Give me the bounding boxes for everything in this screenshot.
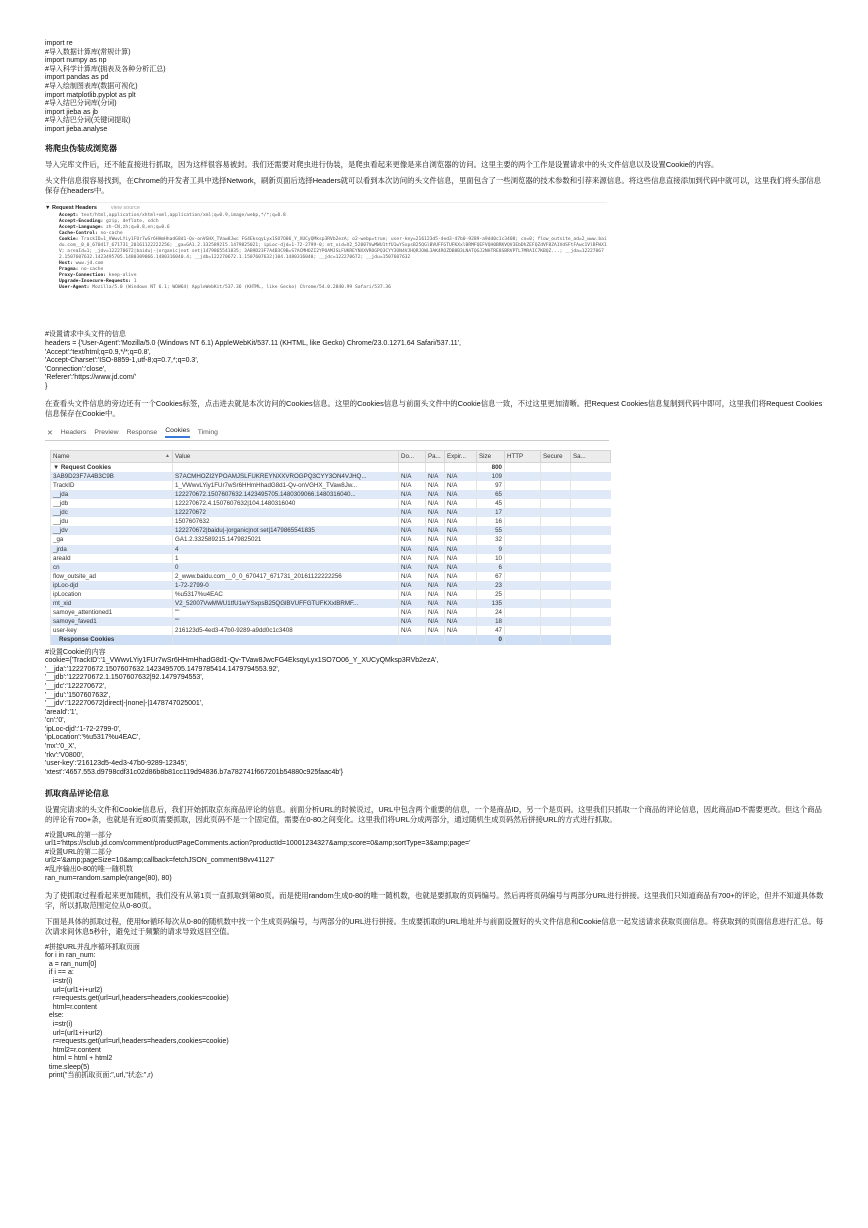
- tab-cookies[interactable]: Cookies: [165, 427, 190, 438]
- header-row-pragma: Pragma: no-cache: [59, 267, 104, 273]
- cookie-cell-p: N/A: [426, 563, 445, 572]
- cookie-cell-name: _ga: [51, 535, 173, 544]
- cookie-cell-name: cn: [51, 563, 173, 572]
- devtools-cookies-panel: [45, 426, 609, 645]
- tab-response[interactable]: Response: [126, 429, 158, 437]
- cookie-cell-d: N/A: [399, 626, 426, 635]
- cookie-cell-p: N/A: [426, 572, 445, 581]
- cookie-cell-empty: [541, 545, 571, 554]
- cookie-cell-d: N/A: [399, 508, 426, 517]
- cookie-cell-name: user-key: [51, 626, 173, 635]
- cookie-cell-name: TrackID: [51, 481, 173, 490]
- cookie-row[interactable]: [51, 481, 611, 490]
- cookie-cell-name: samoye_attentioned1: [51, 608, 173, 617]
- cookie-cell-empty: [505, 526, 541, 535]
- cookie-cell-value: 122270672.1507607632.1423495705.1480309066.1480316040...: [173, 490, 399, 499]
- cookie-cell-empty: [505, 626, 541, 635]
- cookie-cell-d: N/A: [399, 599, 426, 608]
- cookie-cell-empty: [571, 481, 611, 490]
- cookie-cell-p: N/A: [426, 535, 445, 544]
- cookie-cell-empty: [571, 499, 611, 508]
- cookie-cell-e: N/A: [445, 490, 477, 499]
- cookie-cell-value: 0: [173, 563, 399, 572]
- cookie-cell-empty: [505, 554, 541, 563]
- header-row-cookie: Cookie: TrackID=1_VWwvLYiy1FUr7wSr6HHmHhadG8d1-Qv-onVGHX_TVaw8Jwc FG4EksqyLyx1SO7O06_Y_XUCyQMksp3RVb2ezA; o2-webp=true; user-key=216123d5-4ed3-47b0-9289-a9dd0c1c3408; cn=0; flow_outsite_ad=2_www.baidu.com__0_0_670417_671731_20161122222256; _ga=GA1.2.332589215.1479825021; ipLoc-djd=1-72-2799-0; mt_xid=V2_52007VwMWU1tfU1wYSxpsB25QGlBVUFFGTUFKXxlBRMFQEFVQH0BRKVQV3EbDhZEFQZdVF8ZA1VdSFtFAwc1VlBFWX1V; areaId=1; _jdv=122270672|baidu|-|organic|not set|1479865541835; 3AB9D23F7A4B3C9B=S7ACMHOZI2YPOAMJSLFUKREYNXXVROGPQ3CYY3ON4VJHQRJOWL3AK4ROZDB8B3LNATQGJ2NHTRE8SBRVPTL7MRAIC7KBQZ...; __jda=122270672.1507607632.1423495705.1480309066.1480316040.4; __jdb=122270672.1.1507607632|104.1480316040; __jdc=122270672; __jdu=1507607632: [59, 237, 607, 261]
- cookie-cell-e: N/A: [445, 526, 477, 535]
- header-row-language: Accept-Language: zh-CN,zh;q=0.8,en;q=0.6: [59, 225, 170, 231]
- col-path[interactable]: Pa...: [426, 450, 445, 462]
- cookie-cell-d: N/A: [399, 517, 426, 526]
- code-url: #设置URL的第一部分 url1='https://sclub.jd.com/comment/productPageComments.action?productId=10001234327&amp;score=0&amp;sortType=3&amp;page=' #设置URL的第二部分 url2='&amp;pageSize=10&amp;callback=fetchJSON_comment98vv41127' #乱序输出0-80的唯一随机数 ran_num=random.sample(range(80), 80): [45, 831, 471, 882]
- cookie-cell-e: N/A: [445, 617, 477, 626]
- cookie-row[interactable]: [51, 626, 611, 635]
- cookie-row[interactable]: [51, 545, 611, 554]
- cookie-cell-empty: [571, 508, 611, 517]
- cookie-cell-e: N/A: [445, 572, 477, 581]
- cookie-cell-s: 55: [477, 526, 505, 535]
- cookie-cell-e: N/A: [445, 590, 477, 599]
- cookie-cell-empty: [505, 581, 541, 590]
- cookie-cell-value: 122270672: [173, 508, 399, 517]
- close-icon[interactable]: ✕: [47, 429, 53, 437]
- cookie-row[interactable]: [51, 617, 611, 626]
- cookie-cell-p: N/A: [426, 590, 445, 599]
- cookie-cell-empty: [505, 508, 541, 517]
- cookie-cell-empty: [541, 590, 571, 599]
- heading-disguise-browser: 将爬虫伪装成浏览器: [45, 143, 117, 153]
- col-value[interactable]: Value: [173, 450, 399, 462]
- cookie-cell-p: N/A: [426, 626, 445, 635]
- cookie-cell-value: %u5317%u4EAC: [173, 590, 399, 599]
- cookie-row[interactable]: [51, 608, 611, 617]
- cookie-cell-value: S7ACMHOZI2YPOAMJSLFUKREYNXXVROGPQ3CYY3ON4VJHQ...: [173, 472, 399, 481]
- cookie-cell-value: 1_VWwvLYiy1FUr7wSr6HHmHhadG8d1-Qv-onVGHX_TVaw8Jw...: [173, 481, 399, 490]
- cookie-cell-empty: [505, 572, 541, 581]
- cookie-row[interactable]: [51, 526, 611, 535]
- cookie-cell-s: 67: [477, 572, 505, 581]
- para-scrape-intro: 设置完请求的头文件和Cookie信息后，我们开始抓取京东商品评论的信息。前面分析URL的时候说过，URL中包含两个重要的信息，一个是商品ID，另一个是页码。这里我们只抓取一个商品的评论信息，因此商品ID不需要更改。但这个商品的评论有700+条，也就是有近80页需要抓取，因此页码不是一个固定值，需要在0-80之间变化。这里我们将URL分成两部分，通过随机生成页码然后拼接URL的方式进行抓取。: [45, 805, 822, 825]
- cookie-cell-s: 47: [477, 626, 505, 635]
- cookie-cell-empty: [571, 545, 611, 554]
- cookie-cell-empty: [541, 572, 571, 581]
- cookie-cell-name: __jdu: [51, 517, 173, 526]
- header-row-encoding: Accept-Encoding: gzip, deflate, sdch: [59, 219, 159, 225]
- cookie-cell-d: N/A: [399, 472, 426, 481]
- cookie-cell-e: N/A: [445, 626, 477, 635]
- cookie-cell-empty: [571, 590, 611, 599]
- cookie-cell-empty: [505, 472, 541, 481]
- cookie-cell-d: N/A: [399, 526, 426, 535]
- cookie-cell-e: N/A: [445, 545, 477, 554]
- cookie-cell-s: 10: [477, 554, 505, 563]
- tab-preview[interactable]: Preview: [94, 429, 119, 437]
- cookie-cell-empty: [505, 517, 541, 526]
- cookie-cell-value: "": [173, 617, 399, 626]
- cookie-cell-empty: [541, 517, 571, 526]
- tab-headers[interactable]: Headers: [60, 429, 87, 437]
- cookie-cell-empty: [505, 499, 541, 508]
- cookie-cell-value: 2_www.baidu.com__0_0_670417_671731_20161122222256: [173, 572, 399, 581]
- cookie-row[interactable]: [51, 535, 611, 544]
- cookie-cell-value: GA1.2.332589215.1479825021: [173, 535, 399, 544]
- cookie-cell-d: N/A: [399, 581, 426, 590]
- cookie-cell-d: N/A: [399, 572, 426, 581]
- para-cookies-explain: 在查看头文件信息的旁边还有一个Cookies标签，点击进去就是本次访问的Cookies信息。这里的Cookies信息与前面头文件中的Cookie信息一致，不过这里更加清晰。把Request Cookies信息复制到代码中即可，这里我们将Request Cookies信息保存在Cookie中。: [45, 399, 823, 419]
- cookie-cell-empty: [571, 535, 611, 544]
- cookie-cell-empty: [505, 535, 541, 544]
- cookie-cell-name: flow_outsite_ad: [51, 572, 173, 581]
- cookie-cell-s: 23: [477, 581, 505, 590]
- group-response-cookies[interactable]: [51, 635, 611, 644]
- cookie-cell-p: N/A: [426, 490, 445, 499]
- cookie-cell-empty: [505, 481, 541, 490]
- cookie-cell-value: 4: [173, 545, 399, 554]
- cookie-cell-empty: [541, 554, 571, 563]
- cookie-cell-empty: [571, 617, 611, 626]
- cookie-cell-empty: [541, 581, 571, 590]
- cookie-cell-name: __jdb: [51, 499, 173, 508]
- cookie-cell-d: N/A: [399, 590, 426, 599]
- cookie-cell-d: N/A: [399, 608, 426, 617]
- cookie-cell-value: 1: [173, 554, 399, 563]
- cookie-cell-s: 109: [477, 472, 505, 481]
- cookie-cell-empty: [541, 617, 571, 626]
- cookie-cell-e: N/A: [445, 599, 477, 608]
- cookie-cell-empty: [541, 599, 571, 608]
- cookie-cell-name: samoye_faved1: [51, 617, 173, 626]
- cookie-cell-empty: [571, 599, 611, 608]
- cookie-cell-p: N/A: [426, 472, 445, 481]
- cookie-cell-e: N/A: [445, 499, 477, 508]
- header-row-upgrade: Upgrade-Insecure-Requests: 1: [59, 279, 137, 285]
- code-imports: import re #导入数据计算库(常规计算) import numpy as np #导入科学计算库(拥表及各种分析汇总) import pandas as pd #导入绘制图表库(数据可视化) import matplotlib.pyplot as plt #导入结巴分词库(分词) import jieba as jb #导入结巴分词(关键词提取) import jieba.analyse: [45, 40, 166, 133]
- cookie-cell-d: N/A: [399, 535, 426, 544]
- cookie-cell-s: 65: [477, 490, 505, 499]
- cookie-cell-empty: [541, 608, 571, 617]
- cookie-row[interactable]: [51, 472, 611, 481]
- cookie-cell-s: 45: [477, 499, 505, 508]
- cookie-row[interactable]: [51, 508, 611, 517]
- tab-timing[interactable]: Timing: [197, 429, 218, 437]
- cookie-row[interactable]: [51, 563, 611, 572]
- cookie-cell-p: N/A: [426, 554, 445, 563]
- cookie-cell-empty: [571, 554, 611, 563]
- cookie-cell-d: N/A: [399, 617, 426, 626]
- code-loop: #拼接URL并乱序循环抓取页面 for i in ran_num: a = ran_num[0] if i == a: i=str(i) url=(url1+i+url2) r=requests.get(url=url,headers=headers,cookies=cookie) html=r.content else: i=str(i) url=(url1+i+url2) r=requests.get(url=url,headers=headers,cookies=cookie) html2=r.content html = html + html2 time.sleep(5) print("当前抓取页面:",url,"状态:",r): [45, 943, 229, 1080]
- cookie-cell-empty: [505, 608, 541, 617]
- para-disguise-intro: 导入完库文件后，还不能直接进行抓取，因为这样很容易被封。我们还需要对爬虫进行伪装，是爬虫看起来更像是来自浏览器的访问。这里主要的两个工作是设置请求中的头文件信息以及设置Cookie的内容。: [45, 159, 719, 169]
- cookie-cell-name: __jda: [51, 490, 173, 499]
- cookie-row[interactable]: [51, 517, 611, 526]
- cookie-cell-e: N/A: [445, 563, 477, 572]
- cookie-cell-empty: [541, 499, 571, 508]
- cookie-cell-empty: [571, 472, 611, 481]
- cookie-cell-s: 97: [477, 481, 505, 490]
- header-row-proxy: Proxy-Connection: keep-alive: [59, 273, 137, 279]
- header-row-cache-control: Cache-Control: no-cache: [59, 231, 123, 237]
- cookie-cell-e: N/A: [445, 481, 477, 490]
- cookie-cell-empty: [541, 508, 571, 517]
- col-size[interactable]: Size: [477, 450, 505, 462]
- cookie-row[interactable]: [51, 490, 611, 499]
- cookie-cell-value: V2_52007VwMWU1tfU1wYSxpsB25QGlBVUFFGTUFKXxlBRMF...: [173, 599, 399, 608]
- para-loop-explain: 下面是具体的抓取过程，使用for循环每次从0-80的随机数中找一个生成页码编号，与两部分的URL进行拼接。生成要抓取的URL地址并与前面设置好的头文件信息和Cookie信息一起发送请求获取页面信息。将获取到的页面信息进行汇总。每次请求间休息5秒针，避免过于频繁的请求导致返回空值。: [45, 917, 824, 936]
- cookie-cell-e: N/A: [445, 517, 477, 526]
- cookie-cell-value: 216123d5-4ed3-47b0-9289-a9dd0c1c3408: [173, 626, 399, 635]
- group-request-cookies[interactable]: [51, 462, 611, 472]
- cookie-cell-name: ipLocation: [51, 590, 173, 599]
- cookie-cell-value: 122270672.4.1507607632|104.1480316040: [173, 499, 399, 508]
- cookie-cell-empty: [541, 472, 571, 481]
- para-headers-explain: 头文件信息很容易找到，在Chrome的开发者工具中选择Network，刷新页面后选择Headers就可以看到本次访问的头文件信息，里面包含了一些浏览器的技术参数和引荐来源信息。将这些信息直接添加到代码中就可以，这里我们将头部信息保存在headers中。: [45, 176, 822, 195]
- col-domain[interactable]: Do...: [399, 450, 426, 462]
- cookie-cell-value: 122270672|baidu|-|organic|not set|1479865541835: [173, 526, 399, 535]
- cookie-cell-empty: [571, 581, 611, 590]
- cookie-cell-empty: [571, 563, 611, 572]
- cookie-cell-s: 16: [477, 517, 505, 526]
- cookie-cell-empty: [541, 535, 571, 544]
- cookie-cell-p: N/A: [426, 508, 445, 517]
- header-row-accept: Accept: text/html,application/xhtml+xml,application/xml;q=0.9,image/webp,*/*;q=0.8: [59, 213, 286, 219]
- cookie-cell-name: __jdc: [51, 508, 173, 517]
- cookie-cell-s: 135: [477, 599, 505, 608]
- cookie-cell-value: 1-72-2799-0: [173, 581, 399, 590]
- cookie-cell-e: N/A: [445, 472, 477, 481]
- cookie-cell-empty: [571, 490, 611, 499]
- group-request-label: ▼ Request Cookies: [51, 462, 173, 472]
- cookie-cell-d: N/A: [399, 554, 426, 563]
- cookie-row[interactable]: [51, 599, 611, 608]
- sort-arrow-icon: ▲: [165, 452, 170, 459]
- cookie-cell-empty: [541, 526, 571, 535]
- cookie-cell-e: N/A: [445, 581, 477, 590]
- cookie-cell-p: N/A: [426, 517, 445, 526]
- cookie-cell-e: N/A: [445, 608, 477, 617]
- group-response-size: 0: [477, 635, 505, 644]
- cookie-cell-s: 24: [477, 608, 505, 617]
- cookie-cell-name: ipLoc-djd: [51, 581, 173, 590]
- cookie-cell-p: N/A: [426, 499, 445, 508]
- cookies-table: [50, 450, 611, 645]
- col-expires[interactable]: Expir...: [445, 450, 477, 462]
- request-headers-title: ▼ Request Headers view source: [45, 205, 140, 212]
- cookie-cell-empty: [505, 617, 541, 626]
- col-name[interactable]: Name ▲: [51, 450, 173, 462]
- cookie-row[interactable]: [51, 554, 611, 563]
- cookie-cell-p: N/A: [426, 617, 445, 626]
- cookie-cell-empty: [571, 626, 611, 635]
- cookie-cell-d: N/A: [399, 490, 426, 499]
- cookie-cell-d: N/A: [399, 499, 426, 508]
- cookie-cell-e: N/A: [445, 554, 477, 563]
- cookie-cell-name: _jrda: [51, 545, 173, 554]
- cookie-cell-name: areaId: [51, 554, 173, 563]
- cookie-cell-empty: [505, 490, 541, 499]
- cookie-cell-d: N/A: [399, 545, 426, 554]
- cookie-cell-s: 32: [477, 535, 505, 544]
- heading-scrape-comments: 抓取商品评论信息: [45, 789, 109, 799]
- cookie-cell-empty: [541, 626, 571, 635]
- cookie-row[interactable]: [51, 581, 611, 590]
- para-random-explain: 为了使抓取过程看起来更加随机，我们没有从第1页一直抓取到第80页。而是使用random生成0-80的唯一随机数，也就是要抓取的页码编号。然后再将页码编号与两部分URL进行拼接。这里我们只知道商品有700+的评论，但并不知道具体数字，所以抓取范围定位从0-80页。: [45, 891, 824, 910]
- cookie-row[interactable]: [51, 499, 611, 508]
- cookie-cell-d: N/A: [399, 563, 426, 572]
- cookie-cell-empty: [505, 590, 541, 599]
- cookie-cell-value: "": [173, 608, 399, 617]
- cookie-cell-d: N/A: [399, 481, 426, 490]
- cookie-cell-value: 1507607632: [173, 517, 399, 526]
- cookie-cell-empty: [505, 545, 541, 554]
- cookie-cell-s: 6: [477, 563, 505, 572]
- cookie-cell-empty: [571, 608, 611, 617]
- cookie-cell-name: mt_xid: [51, 599, 173, 608]
- code-headers: #设置请求中头文件的信息 headers = {'User-Agent':'Mozilla/5.0 (Windows NT 6.1) AppleWebKit/537.11 (KHTML, like Gecko) Chrome/23.0.1271.64 Safari/537.11', 'Accept':'text/html;q=0.9,*/*;q=0.8', 'Accept-Charset':'ISO-8859-1,utf-8;q=0.7,*;q=0.3', 'Connection':'close', 'Referer':'https://www.jd.com/' }: [45, 331, 461, 390]
- cookie-cell-empty: [571, 572, 611, 581]
- cookie-cell-name: __jdv: [51, 526, 173, 535]
- devtools-tab-bar: [45, 426, 609, 441]
- header-row-host: Host: www.jd.com: [59, 261, 104, 267]
- col-samesite[interactable]: Sa...: [571, 450, 611, 462]
- cookie-cell-empty: [571, 517, 611, 526]
- cookies-table-body: [51, 462, 611, 644]
- request-headers-screenshot: [45, 202, 607, 327]
- cookie-cell-name: 3AB9D23F7A4B3C9B: [51, 472, 173, 481]
- col-http[interactable]: HTTP: [505, 450, 541, 462]
- cookies-header-row: [51, 450, 611, 462]
- cookie-cell-s: 18: [477, 617, 505, 626]
- code-cookie: #设置Cookie的内容 cookie={'TrackID':'1_VWwvLYiy1FUr7wSr6HHmHhadG8d1-Qv-TVaw8JwcFG4EksqyLyx1SO7O06_Y_XUCyQMksp3RVb2ezA', '__jda':'122270672.1507607632.1423495705.1479785414.1479794553.92', '__jdb':'122270672.1.1507607632|92.1479794553', '__jdc':'122270672', '__jdu':'1507607632', '__jdv':'122270672|direct|-|none|-|1478747025001', 'areaId':'1', 'cn':'0', 'ipLoc-djd':'1-72-2799-0', 'ipLocation':'%u5317%u4EAC', 'mx':'0_X', 'rkv':'V0800', 'user-key':'216123d5-4ed3-47b0-9289-12345', 'xtest':'4657.553.d9798cdf31c02d86b8b81cc119d94836.b7a782741f667201b54880c925faac4b'}: [45, 648, 439, 776]
- cookie-cell-empty: [541, 481, 571, 490]
- cookie-cell-s: 9: [477, 545, 505, 554]
- cookie-cell-e: N/A: [445, 535, 477, 544]
- cookie-row[interactable]: [51, 590, 611, 599]
- group-response-label: Response Cookies: [51, 635, 173, 644]
- cookie-cell-p: N/A: [426, 599, 445, 608]
- cookie-cell-p: N/A: [426, 581, 445, 590]
- cookie-cell-s: 17: [477, 508, 505, 517]
- cookie-row[interactable]: [51, 572, 611, 581]
- group-request-size: 800: [477, 462, 505, 472]
- cookie-cell-empty: [541, 563, 571, 572]
- cookie-cell-p: N/A: [426, 481, 445, 490]
- cookie-cell-empty: [541, 490, 571, 499]
- cookie-cell-p: N/A: [426, 526, 445, 535]
- header-row-user-agent: User-Agent: Mozilla/5.0 (Windows NT 6.1; WOW64) AppleWebKit/537.36 (KHTML, like Gecko) Chrome/54.0.2840.99 Safari/537.36: [59, 285, 391, 291]
- cookie-cell-empty: [571, 526, 611, 535]
- view-source-link: view source: [110, 205, 140, 212]
- col-secure[interactable]: Secure: [541, 450, 571, 462]
- cookie-cell-empty: [505, 563, 541, 572]
- cookie-cell-p: N/A: [426, 545, 445, 554]
- cookie-cell-p: N/A: [426, 608, 445, 617]
- cookie-cell-s: 25: [477, 590, 505, 599]
- cookie-cell-empty: [505, 599, 541, 608]
- cookie-cell-e: N/A: [445, 508, 477, 517]
- document-page: [45, 40, 825, 1081]
